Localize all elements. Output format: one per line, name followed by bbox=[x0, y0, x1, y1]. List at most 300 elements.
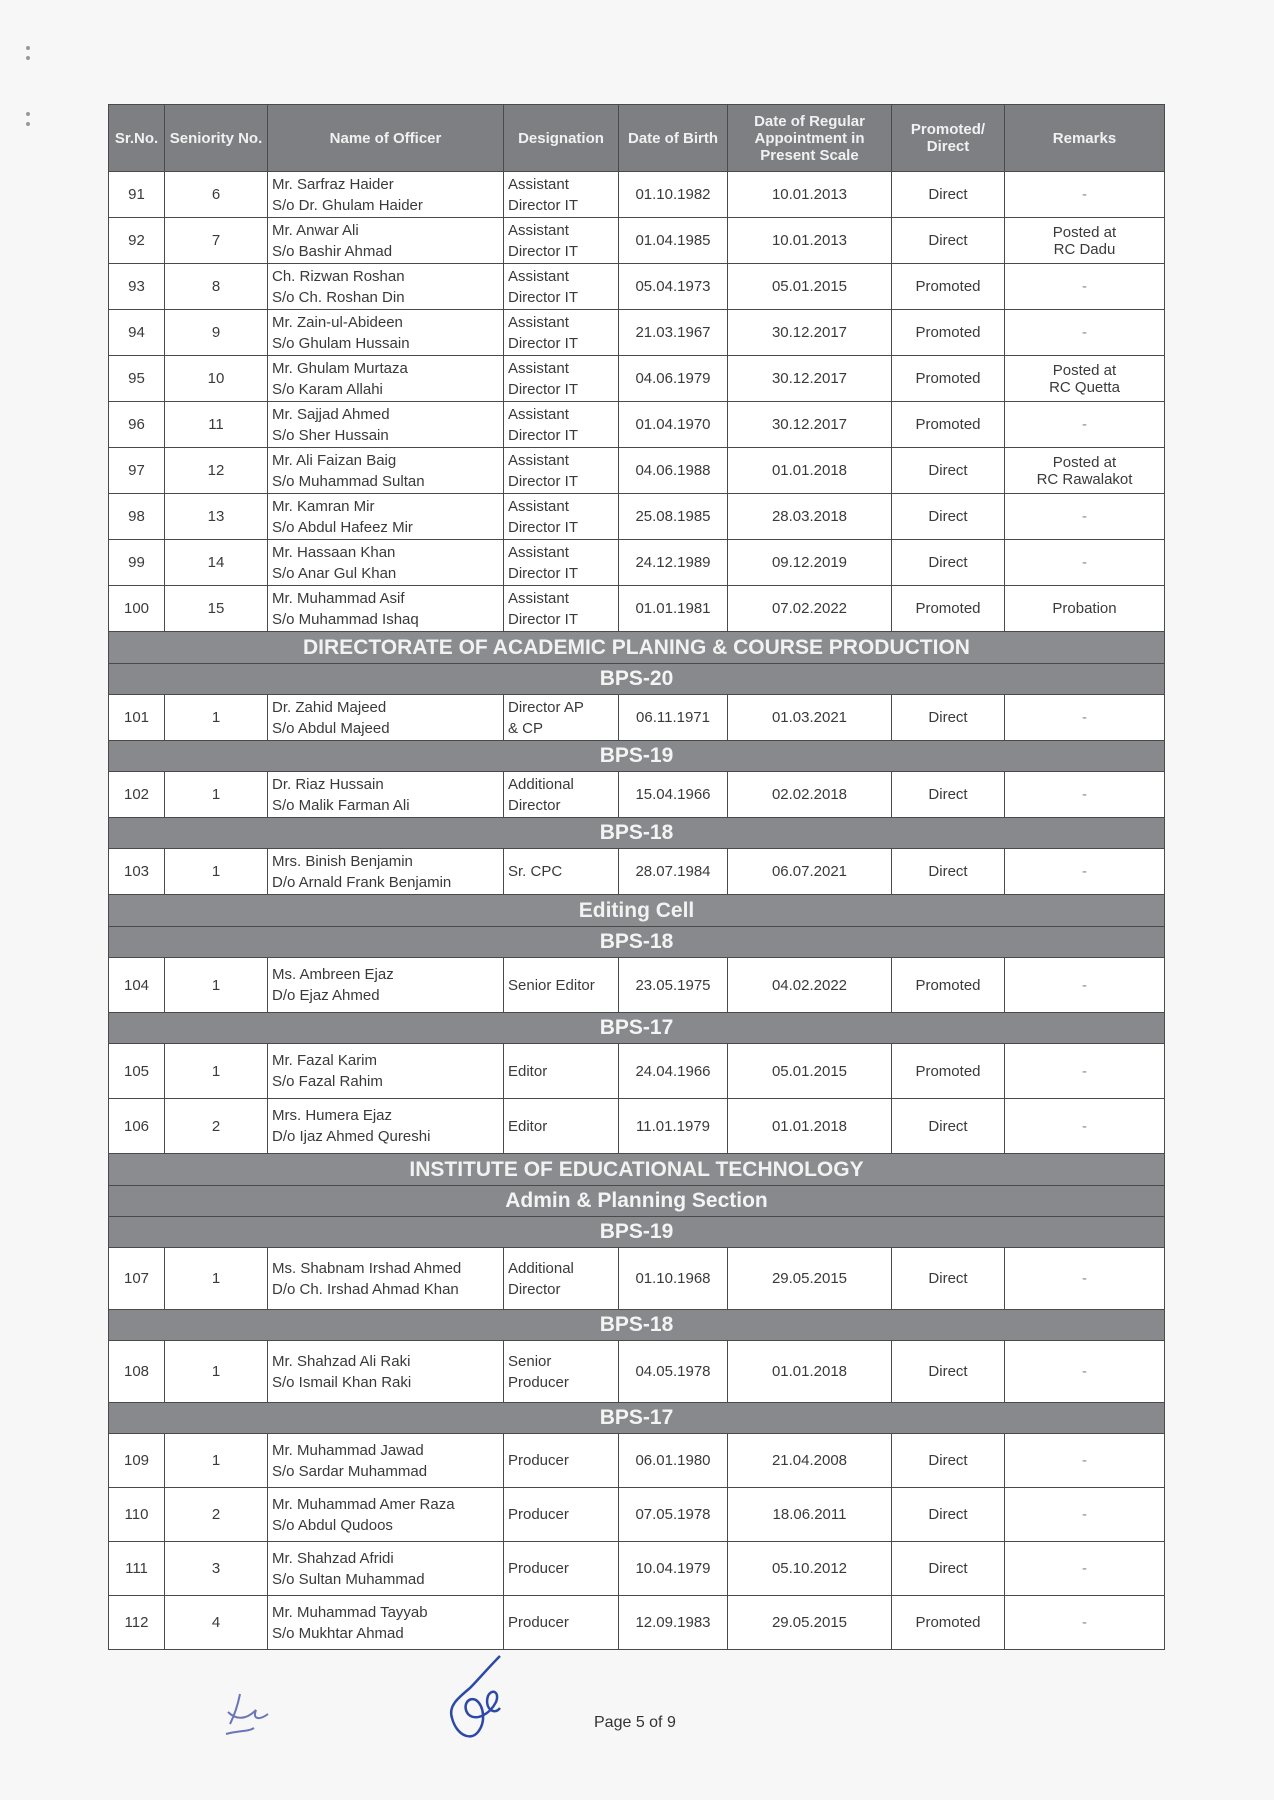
date-of-birth-cell: 04.06.1979 bbox=[619, 356, 728, 402]
date-of-birth-cell: 01.04.1970 bbox=[619, 402, 728, 448]
date-of-birth-cell: 01.01.1981 bbox=[619, 586, 728, 632]
remarks-line1: - bbox=[1082, 1452, 1087, 1469]
table-row bbox=[109, 1488, 1165, 1542]
designation-cell bbox=[504, 772, 619, 818]
promoted-direct-cell: Direct bbox=[892, 1542, 1005, 1596]
remarks-line1: - bbox=[1082, 278, 1087, 295]
date-of-birth-cell: 11.01.1979 bbox=[619, 1099, 728, 1154]
officer-name-cell bbox=[268, 1044, 504, 1099]
officer-name-cell-line1: Mr. Ghulam Murtaza bbox=[272, 359, 408, 377]
officer-name-cell bbox=[268, 772, 504, 818]
remarks-cell bbox=[1005, 448, 1165, 494]
sr-no-cell: 92 bbox=[109, 218, 165, 264]
sr-no-cell: 91 bbox=[109, 172, 165, 218]
sr-no-cell: 107 bbox=[109, 1248, 165, 1310]
section-heading: DIRECTORATE OF ACADEMIC PLANING & COURSE PRODUCTION bbox=[109, 632, 1165, 664]
officer-name-cell-line2: S/o Anar Gul Khan bbox=[272, 564, 397, 582]
grade-heading: Admin & Planning Section bbox=[109, 1186, 1165, 1217]
table-row bbox=[109, 402, 1165, 448]
header-date-of-birth: Date of Birth bbox=[619, 105, 728, 172]
grade-heading-row bbox=[109, 927, 1165, 958]
designation-cell-line1: Producer bbox=[508, 1506, 569, 1523]
promoted-direct-cell: Direct bbox=[892, 172, 1005, 218]
table-row bbox=[109, 849, 1165, 895]
table-row bbox=[109, 772, 1165, 818]
designation-cell bbox=[504, 356, 619, 402]
sr-no-cell: 109 bbox=[109, 1434, 165, 1488]
page-number: Page 5 of 9 bbox=[594, 1714, 676, 1731]
officer-name-cell-line1: Mr. Muhammad Tayyab bbox=[272, 1603, 428, 1621]
officer-name-cell-line2: S/o Abdul Hafeez Mir bbox=[272, 518, 413, 536]
section-heading: INSTITUTE OF EDUCATIONAL TECHNOLOGY bbox=[109, 1154, 1165, 1186]
seniority-no-cell: 7 bbox=[165, 218, 268, 264]
date-of-birth-cell: 24.12.1989 bbox=[619, 540, 728, 586]
header-name-of-officer: Name of Officer bbox=[268, 105, 504, 172]
date-of-birth-cell: 12.09.1983 bbox=[619, 1596, 728, 1650]
designation-cell bbox=[504, 695, 619, 741]
table-row bbox=[109, 1044, 1165, 1099]
seniority-no-cell: 8 bbox=[165, 264, 268, 310]
officer-name-cell-line2: S/o Bashir Ahmad bbox=[272, 242, 393, 260]
officer-name-cell-line2: S/o Sultan Muhammad bbox=[272, 1570, 425, 1588]
remarks-cell bbox=[1005, 218, 1165, 264]
officer-name-cell-line2: S/o Ch. Roshan Din bbox=[272, 288, 405, 306]
officer-name-cell bbox=[268, 356, 504, 402]
officer-name-cell-line1: Ms. Shabnam Irshad Ahmed bbox=[272, 1259, 462, 1277]
remarks-line1: - bbox=[1082, 1506, 1087, 1523]
officer-name-cell-line2: S/o Mukhtar Ahmad bbox=[272, 1624, 404, 1642]
seniority-no-cell: 1 bbox=[165, 1434, 268, 1488]
date-of-birth-cell: 24.04.1966 bbox=[619, 1044, 728, 1099]
remarks-line1: - bbox=[1082, 1062, 1087, 1080]
remarks-line1: - bbox=[1082, 324, 1087, 341]
remarks-cell bbox=[1005, 264, 1165, 310]
officer-name-cell bbox=[268, 1434, 504, 1488]
officer-name-cell bbox=[268, 1596, 504, 1650]
sr-no-cell: 96 bbox=[109, 402, 165, 448]
designation-cell bbox=[504, 1099, 619, 1154]
appointment-date-cell: 04.02.2022 bbox=[728, 958, 892, 1013]
date-of-birth-cell: 06.01.1980 bbox=[619, 1434, 728, 1488]
officer-name-cell-line1: Mr. Muhammad Amer Raza bbox=[272, 1495, 455, 1513]
signature-right bbox=[440, 1652, 510, 1748]
officer-name-cell-line2: D/o Arnald Frank Benjamin bbox=[272, 873, 452, 891]
promoted-direct-cell: Direct bbox=[892, 540, 1005, 586]
table-row bbox=[109, 1596, 1165, 1650]
designation-cell-line1: Producer bbox=[508, 1560, 569, 1577]
designation-cell-line2: Director IT bbox=[508, 288, 579, 306]
designation-cell-line2: Director IT bbox=[508, 426, 579, 444]
designation-cell-line1: Additional bbox=[508, 775, 574, 793]
header-promoted-direct: Promoted/ Direct bbox=[892, 105, 1005, 172]
promoted-direct-cell: Promoted bbox=[892, 1044, 1005, 1099]
remarks-cell bbox=[1005, 310, 1165, 356]
date-of-birth-cell: 06.11.1971 bbox=[619, 695, 728, 741]
officer-name-cell-line2: S/o Karam Allahi bbox=[272, 380, 383, 398]
officer-name-cell bbox=[268, 1248, 504, 1310]
sr-no-cell: 104 bbox=[109, 958, 165, 1013]
promoted-direct-cell: Direct bbox=[892, 695, 1005, 741]
date-of-birth-cell: 04.06.1988 bbox=[619, 448, 728, 494]
officer-name-cell-line2: S/o Malik Farman Ali bbox=[272, 796, 410, 814]
seniority-no-cell: 4 bbox=[165, 1596, 268, 1650]
officer-name-cell-line1: Mr. Fazal Karim bbox=[272, 1052, 378, 1069]
sr-no-cell: 93 bbox=[109, 264, 165, 310]
table-header-row bbox=[109, 105, 1165, 172]
table-row bbox=[109, 448, 1165, 494]
designation-cell bbox=[504, 172, 619, 218]
designation-cell bbox=[504, 958, 619, 1013]
designation-cell-line1: Assistant bbox=[508, 451, 569, 469]
designation-cell-line2: Director IT bbox=[508, 380, 579, 398]
officer-name-cell bbox=[268, 1099, 504, 1154]
designation-cell bbox=[504, 1341, 619, 1403]
seniority-no-cell: 10 bbox=[165, 356, 268, 402]
seniority-no-cell: 1 bbox=[165, 849, 268, 895]
designation-cell-line1: Senior bbox=[508, 1352, 552, 1370]
remarks-line1: - bbox=[1082, 508, 1087, 525]
designation-cell-line1: Assistant bbox=[508, 405, 569, 423]
remarks-cell bbox=[1005, 958, 1165, 1013]
promoted-direct-cell: Direct bbox=[892, 1341, 1005, 1403]
promoted-direct-cell: Direct bbox=[892, 494, 1005, 540]
grade-heading-row bbox=[109, 1186, 1165, 1217]
section-heading-row bbox=[109, 632, 1165, 664]
officer-name-cell bbox=[268, 264, 504, 310]
officer-name-cell-line1: Ch. Rizwan Roshan bbox=[272, 267, 405, 285]
designation-cell-line2: Director IT bbox=[508, 334, 579, 352]
remarks-cell bbox=[1005, 1488, 1165, 1542]
appointment-date-cell: 30.12.2017 bbox=[728, 402, 892, 448]
officer-name-cell bbox=[268, 1488, 504, 1542]
designation-cell-line2: Producer bbox=[508, 1373, 569, 1391]
designation-cell-line2: Director IT bbox=[508, 564, 579, 582]
remarks-line1: - bbox=[1082, 416, 1087, 433]
seniority-table bbox=[108, 104, 1165, 1650]
remarks-line2: RC Rawalakot bbox=[1036, 470, 1133, 488]
officer-name-cell-line1: Mrs. Humera Ejaz bbox=[272, 1107, 393, 1124]
appointment-date-cell: 06.07.2021 bbox=[728, 849, 892, 895]
promoted-direct-cell: Promoted bbox=[892, 402, 1005, 448]
seniority-no-cell: 11 bbox=[165, 402, 268, 448]
grade-heading: BPS-20 bbox=[109, 664, 1165, 695]
officer-name-cell-line2: S/o Muhammad Ishaq bbox=[272, 610, 419, 628]
table-row bbox=[109, 1434, 1165, 1488]
sr-no-cell: 111 bbox=[109, 1542, 165, 1596]
officer-name-cell bbox=[268, 958, 504, 1013]
table-row bbox=[109, 218, 1165, 264]
officer-name-cell-line2: D/o Ch. Irshad Ahmad Khan bbox=[272, 1280, 459, 1298]
date-of-birth-cell: 21.03.1967 bbox=[619, 310, 728, 356]
remarks-cell bbox=[1005, 1341, 1165, 1403]
sr-no-cell: 106 bbox=[109, 1099, 165, 1154]
remarks-line1: Posted at bbox=[1052, 223, 1117, 241]
promoted-direct-cell: Promoted bbox=[892, 958, 1005, 1013]
date-of-birth-cell: 07.05.1978 bbox=[619, 1488, 728, 1542]
remarks-cell bbox=[1005, 1596, 1165, 1650]
designation-cell-line1: Additional bbox=[508, 1259, 574, 1277]
officer-name-cell-line1: Mr. Kamran Mir bbox=[272, 497, 375, 515]
officer-name-cell-line2: D/o Ejaz Ahmed bbox=[272, 987, 380, 1004]
date-of-birth-cell: 04.05.1978 bbox=[619, 1341, 728, 1403]
designation-cell bbox=[504, 586, 619, 632]
promoted-direct-cell: Promoted bbox=[892, 264, 1005, 310]
grade-heading-row bbox=[109, 664, 1165, 695]
appointment-date-cell: 29.05.2015 bbox=[728, 1248, 892, 1310]
designation-cell-line1: Assistant bbox=[508, 543, 569, 561]
designation-cell-line1: Assistant bbox=[508, 221, 569, 239]
sr-no-cell: 112 bbox=[109, 1596, 165, 1650]
remarks-line1: - bbox=[1082, 976, 1087, 994]
seniority-no-cell: 1 bbox=[165, 1341, 268, 1403]
designation-cell bbox=[504, 264, 619, 310]
seniority-no-cell: 3 bbox=[165, 1542, 268, 1596]
designation-cell-line2: Director IT bbox=[508, 242, 579, 260]
promoted-direct-cell: Promoted bbox=[892, 586, 1005, 632]
date-of-birth-cell: 01.04.1985 bbox=[619, 218, 728, 264]
remarks-cell bbox=[1005, 1099, 1165, 1154]
officer-name-cell-line2: S/o Ghulam Hussain bbox=[272, 334, 410, 352]
remarks-cell bbox=[1005, 849, 1165, 895]
remarks-line1: - bbox=[1082, 1614, 1087, 1631]
seniority-no-cell: 15 bbox=[165, 586, 268, 632]
promoted-direct-cell: Direct bbox=[892, 772, 1005, 818]
table-row bbox=[109, 356, 1165, 402]
officer-name-cell bbox=[268, 695, 504, 741]
table-row bbox=[109, 1542, 1165, 1596]
appointment-date-cell: 05.01.2015 bbox=[728, 264, 892, 310]
grade-heading: BPS-17 bbox=[109, 1403, 1165, 1434]
seniority-no-cell: 1 bbox=[165, 772, 268, 818]
remarks-cell bbox=[1005, 695, 1165, 741]
officer-name-cell-line2: S/o Sardar Muhammad bbox=[272, 1462, 428, 1480]
appointment-date-cell: 29.05.2015 bbox=[728, 1596, 892, 1650]
sr-no-cell: 98 bbox=[109, 494, 165, 540]
section-heading: Editing Cell bbox=[109, 895, 1165, 927]
appointment-date-cell: 01.03.2021 bbox=[728, 695, 892, 741]
seniority-no-cell: 1 bbox=[165, 1044, 268, 1099]
designation-cell-line1: Sr. CPC bbox=[508, 863, 563, 880]
designation-cell bbox=[504, 540, 619, 586]
table-row bbox=[109, 586, 1165, 632]
remarks-cell bbox=[1005, 772, 1165, 818]
designation-cell bbox=[504, 1248, 619, 1310]
officer-name-cell-line1: Mrs. Binish Benjamin bbox=[272, 852, 413, 870]
officer-name-cell-line1: Mr. Shahzad Afridi bbox=[272, 1549, 394, 1567]
punch-mark bbox=[26, 122, 30, 126]
designation-cell-line1: Assistant bbox=[508, 359, 569, 377]
officer-name-cell-line2: S/o Muhammad Sultan bbox=[272, 472, 425, 490]
sr-no-cell: 100 bbox=[109, 586, 165, 632]
officer-name-cell-line1: Mr. Hassaan Khan bbox=[272, 543, 396, 561]
officer-name-cell-line1: Mr. Shahzad Ali Raki bbox=[272, 1352, 411, 1370]
table-row bbox=[109, 958, 1165, 1013]
appointment-date-cell: 09.12.2019 bbox=[728, 540, 892, 586]
designation-cell bbox=[504, 1542, 619, 1596]
officer-name-cell bbox=[268, 402, 504, 448]
grade-heading: BPS-18 bbox=[109, 818, 1165, 849]
officer-name-cell-line1: Ms. Ambreen Ejaz bbox=[272, 966, 394, 983]
seniority-no-cell: 13 bbox=[165, 494, 268, 540]
officer-name-cell-line1: Mr. Anwar Ali bbox=[272, 221, 359, 239]
date-of-birth-cell: 15.04.1966 bbox=[619, 772, 728, 818]
punch-mark bbox=[26, 46, 30, 50]
grade-heading-row bbox=[109, 1403, 1165, 1434]
seniority-no-cell: 1 bbox=[165, 958, 268, 1013]
appointment-date-cell: 28.03.2018 bbox=[728, 494, 892, 540]
sr-no-cell: 110 bbox=[109, 1488, 165, 1542]
designation-cell-line1: Assistant bbox=[508, 497, 569, 515]
officer-name-cell bbox=[268, 849, 504, 895]
grade-heading-row bbox=[109, 1310, 1165, 1341]
designation-cell-line1: Director AP bbox=[508, 698, 584, 716]
table-row bbox=[109, 1099, 1165, 1154]
remarks-line1: - bbox=[1082, 863, 1087, 880]
remarks-cell bbox=[1005, 586, 1165, 632]
officer-name-cell-line1: Mr. Sajjad Ahmed bbox=[272, 405, 390, 423]
header-date-of-appointment: Date of Regular Appointment in Present Scale bbox=[728, 105, 892, 172]
officer-name-cell bbox=[268, 172, 504, 218]
remarks-cell bbox=[1005, 356, 1165, 402]
officer-name-cell-line2: D/o Ijaz Ahmed Qureshi bbox=[272, 1128, 431, 1145]
appointment-date-cell: 05.01.2015 bbox=[728, 1044, 892, 1099]
designation-cell bbox=[504, 448, 619, 494]
designation-cell bbox=[504, 1434, 619, 1488]
remarks-line2: RC Quetta bbox=[1049, 378, 1120, 396]
officer-name-cell-line1: Mr. Muhammad Jawad bbox=[272, 1441, 424, 1459]
designation-cell bbox=[504, 310, 619, 356]
sr-no-cell: 95 bbox=[109, 356, 165, 402]
remarks-line1: - bbox=[1082, 786, 1087, 803]
officer-name-cell bbox=[268, 218, 504, 264]
date-of-birth-cell: 05.04.1973 bbox=[619, 264, 728, 310]
appointment-date-cell: 30.12.2017 bbox=[728, 356, 892, 402]
sr-no-cell: 101 bbox=[109, 695, 165, 741]
sr-no-cell: 99 bbox=[109, 540, 165, 586]
seniority-no-cell: 12 bbox=[165, 448, 268, 494]
officer-name-cell bbox=[268, 494, 504, 540]
initials-signature-left bbox=[220, 1690, 290, 1750]
seniority-no-cell: 6 bbox=[165, 172, 268, 218]
designation-cell-line1: Assistant bbox=[508, 589, 569, 607]
table-body bbox=[109, 172, 1165, 1650]
table-row bbox=[109, 1248, 1165, 1310]
remarks-line1: Posted at bbox=[1052, 453, 1117, 471]
grade-heading-row bbox=[109, 1217, 1165, 1248]
header-designation: Designation bbox=[504, 105, 619, 172]
designation-cell-line1: Senior Editor bbox=[508, 976, 595, 994]
officer-name-cell-line1: Mr. Muhammad Asif bbox=[272, 589, 405, 607]
designation-cell bbox=[504, 218, 619, 264]
seniority-no-cell: 2 bbox=[165, 1099, 268, 1154]
appointment-date-cell: 30.12.2017 bbox=[728, 310, 892, 356]
seniority-no-cell: 1 bbox=[165, 1248, 268, 1310]
date-of-birth-cell: 01.10.1968 bbox=[619, 1248, 728, 1310]
designation-cell-line1: Editor bbox=[508, 1117, 548, 1135]
designation-cell-line2: Director IT bbox=[508, 472, 579, 490]
remarks-cell bbox=[1005, 1248, 1165, 1310]
remarks-line1: - bbox=[1082, 1117, 1087, 1135]
remarks-cell bbox=[1005, 1044, 1165, 1099]
remarks-line1: - bbox=[1082, 1270, 1087, 1287]
table-row bbox=[109, 695, 1165, 741]
designation-cell-line2: Director IT bbox=[508, 518, 579, 536]
officer-name-cell bbox=[268, 1341, 504, 1403]
designation-cell-line2: Director bbox=[508, 1280, 561, 1298]
grade-heading-row bbox=[109, 1013, 1165, 1044]
table-row bbox=[109, 540, 1165, 586]
designation-cell bbox=[504, 402, 619, 448]
promoted-direct-cell: Direct bbox=[892, 1488, 1005, 1542]
remarks-line1: - bbox=[1082, 709, 1087, 726]
appointment-date-cell: 01.01.2018 bbox=[728, 1099, 892, 1154]
promoted-direct-cell: Promoted bbox=[892, 356, 1005, 402]
sr-no-cell: 102 bbox=[109, 772, 165, 818]
designation-cell-line1: Producer bbox=[508, 1614, 569, 1631]
remarks-cell bbox=[1005, 540, 1165, 586]
table-row bbox=[109, 1341, 1165, 1403]
appointment-date-cell: 10.01.2013 bbox=[728, 218, 892, 264]
designation-cell-line1: Producer bbox=[508, 1452, 569, 1469]
header-sr-no: Sr.No. bbox=[109, 105, 165, 172]
officer-name-cell-line2: S/o Sher Hussain bbox=[272, 426, 389, 444]
seniority-no-cell: 1 bbox=[165, 695, 268, 741]
sr-no-cell: 94 bbox=[109, 310, 165, 356]
designation-cell bbox=[504, 494, 619, 540]
remarks-cell bbox=[1005, 172, 1165, 218]
officer-name-cell-line1: Mr. Sarfraz Haider bbox=[272, 175, 394, 193]
sr-no-cell: 108 bbox=[109, 1341, 165, 1403]
sr-no-cell: 97 bbox=[109, 448, 165, 494]
seniority-no-cell: 14 bbox=[165, 540, 268, 586]
appointment-date-cell: 07.02.2022 bbox=[728, 586, 892, 632]
designation-cell-line2: Director IT bbox=[508, 196, 579, 214]
appointment-date-cell: 02.02.2018 bbox=[728, 772, 892, 818]
promoted-direct-cell: Direct bbox=[892, 218, 1005, 264]
seniority-no-cell: 9 bbox=[165, 310, 268, 356]
section-heading-row bbox=[109, 895, 1165, 927]
punch-mark bbox=[26, 112, 30, 116]
designation-cell-line1: Editor bbox=[508, 1062, 548, 1080]
officer-name-cell-line2: S/o Dr. Ghulam Haider bbox=[272, 196, 423, 214]
table-row bbox=[109, 494, 1165, 540]
officer-name-cell-line1: Dr. Riaz Hussain bbox=[272, 775, 384, 793]
officer-name-cell bbox=[268, 586, 504, 632]
designation-cell-line2: Director IT bbox=[508, 610, 579, 628]
header-remarks: Remarks bbox=[1005, 105, 1165, 172]
date-of-birth-cell: 01.10.1982 bbox=[619, 172, 728, 218]
designation-cell-line1: Assistant bbox=[508, 313, 569, 331]
header-seniority-no: Seniority No. bbox=[165, 105, 268, 172]
officer-name-cell-line1: Mr. Ali Faizan Baig bbox=[272, 451, 397, 469]
section-heading-row bbox=[109, 1154, 1165, 1186]
promoted-direct-cell: Promoted bbox=[892, 1596, 1005, 1650]
promoted-direct-cell: Direct bbox=[892, 448, 1005, 494]
officer-name-cell-line2: S/o Fazal Rahim bbox=[272, 1073, 383, 1090]
sr-no-cell: 103 bbox=[109, 849, 165, 895]
promoted-direct-cell: Promoted bbox=[892, 310, 1005, 356]
date-of-birth-cell: 23.05.1975 bbox=[619, 958, 728, 1013]
designation-cell-line1: Assistant bbox=[508, 267, 569, 285]
date-of-birth-cell: 25.08.1985 bbox=[619, 494, 728, 540]
date-of-birth-cell: 28.07.1984 bbox=[619, 849, 728, 895]
remarks-line1: - bbox=[1082, 186, 1087, 203]
designation-cell-line2: & CP bbox=[508, 719, 544, 737]
designation-cell-line2: Director bbox=[508, 796, 561, 814]
seniority-no-cell: 2 bbox=[165, 1488, 268, 1542]
designation-cell bbox=[504, 1596, 619, 1650]
grade-heading: BPS-17 bbox=[109, 1013, 1165, 1044]
